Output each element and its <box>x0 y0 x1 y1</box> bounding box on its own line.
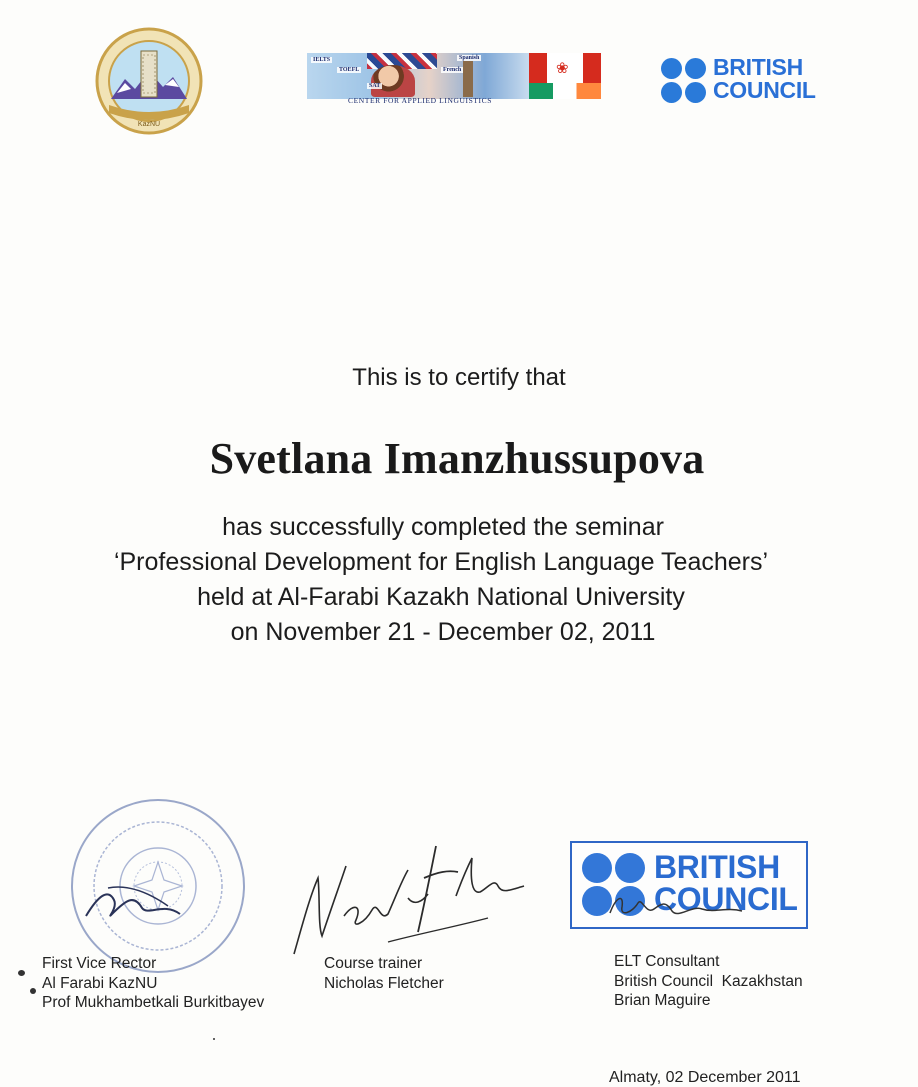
banner-tag: Spanish <box>459 55 480 61</box>
tower-icon <box>463 61 473 97</box>
banner-tag: French <box>443 67 462 73</box>
vice-rector-signatory <box>42 954 264 1013</box>
signatory-name: Prof Mukhambetkali Burkitbayev <box>42 994 265 1011</box>
banner-tag: SAT <box>369 83 381 89</box>
canada-flag-icon <box>529 53 601 83</box>
four-dots-icon <box>661 58 707 104</box>
university-seal-lettering: KazNU <box>137 121 161 128</box>
signatory-role: ELT Consultant <box>614 953 720 970</box>
dates-line: on November 21 - December 02, 2011 <box>230 618 656 646</box>
signatory-org: British Council Kazakhstan <box>614 972 803 990</box>
signatory-name: Brian Maguire <box>614 992 711 1009</box>
university-seal-icon <box>95 27 203 135</box>
banner-tag: IELTS <box>313 57 331 63</box>
cal-banner <box>307 53 601 103</box>
signatory-org: Al Farabi KazNU <box>42 974 158 992</box>
signatory-role: Course trainer <box>324 955 423 972</box>
students-photo <box>371 65 415 97</box>
trainer-signatory <box>324 954 444 993</box>
scan-speck <box>18 970 25 976</box>
completion-line: has successfully completed the seminar <box>222 513 664 541</box>
scan-speck <box>30 988 36 994</box>
ireland-flag-icon <box>529 83 601 99</box>
recipient-name: Svetlana Imanzhussupova <box>209 434 705 483</box>
banner-tag: TOEFL <box>339 67 360 73</box>
logo-line-2: COUNCIL <box>713 77 816 103</box>
signatory-name: Nicholas Fletcher <box>324 974 444 992</box>
place-and-date: Almaty, 02 December 2011 <box>609 1069 801 1086</box>
scan-speck <box>213 1038 215 1040</box>
banner-caption: CENTER FOR APPLIED LINGUISTICS <box>347 96 493 103</box>
seminar-title: ‘Professional Development for English Language Teachers’ <box>113 548 769 576</box>
venue-line: held at Al-Farabi Kazakh National University <box>197 583 685 611</box>
consultant-signatory <box>614 952 803 1011</box>
certify-intro: This is to certify that <box>352 364 566 391</box>
trainer-signature-icon <box>288 836 528 960</box>
university-stamp-icon <box>68 796 248 976</box>
british-council-wordmark <box>713 56 816 102</box>
consultant-signature-icon <box>602 883 772 927</box>
british-council-stamp <box>570 841 808 929</box>
stamp-line-1: BRITISH <box>654 849 780 885</box>
signatory-role: First Vice Rector <box>42 955 157 972</box>
stamp-line-2: COUNCIL <box>654 881 798 917</box>
logo-line-1: BRITISH <box>713 54 803 80</box>
